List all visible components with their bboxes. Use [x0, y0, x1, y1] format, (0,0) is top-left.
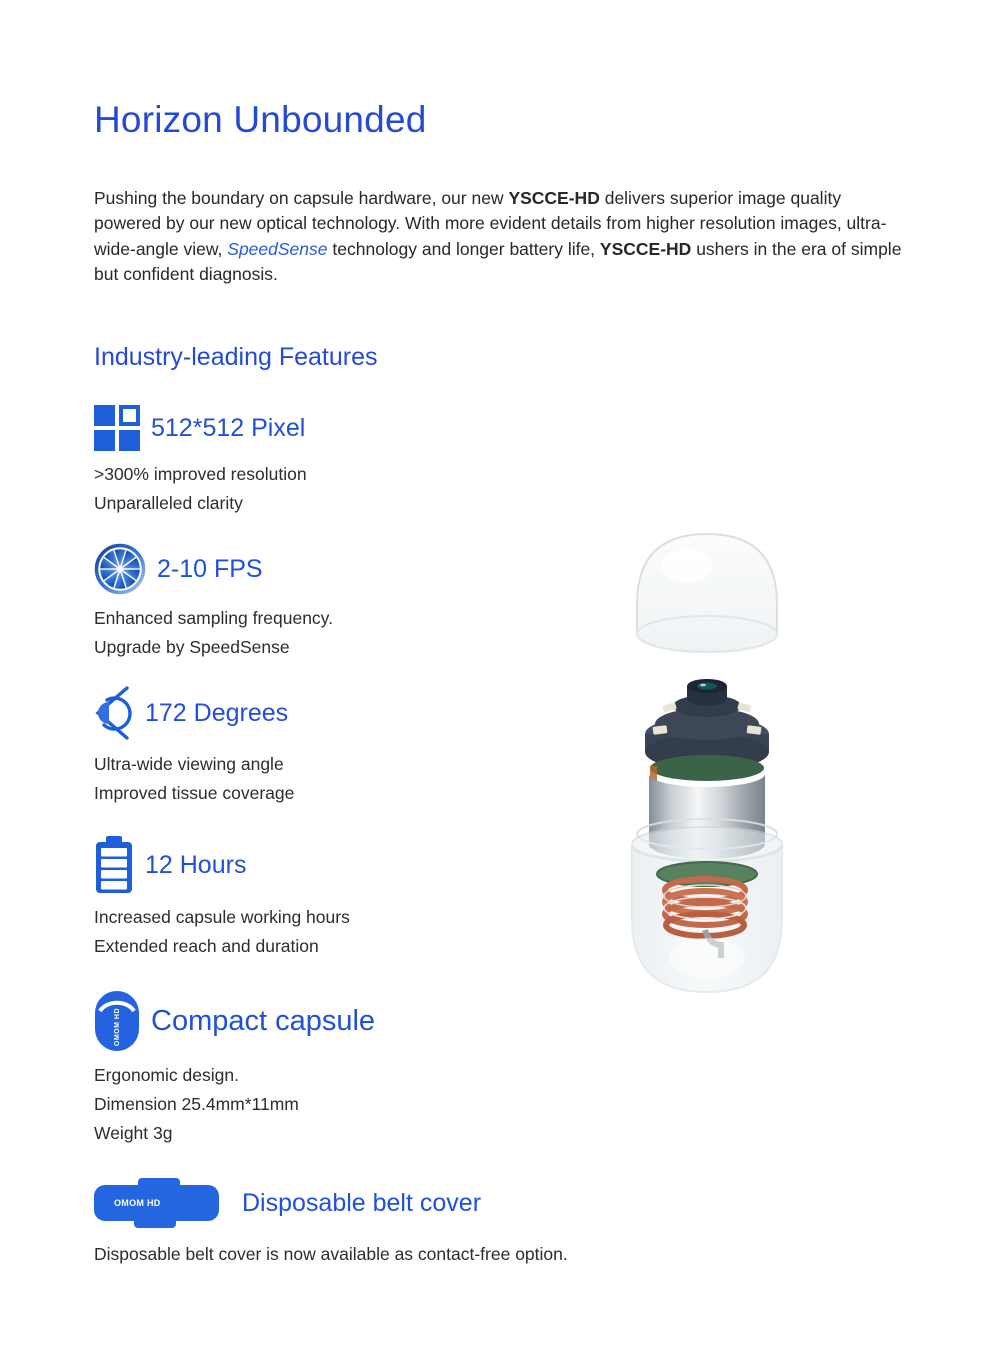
feature-line: Weight 3g [94, 1123, 173, 1144]
product-name: YSCCE-HD [599, 238, 692, 259]
product-name: YSCCE-HD [508, 188, 600, 208]
feature-line: Ultra-wide viewing angle [94, 754, 284, 775]
feature-compact-capsule [94, 990, 924, 1148]
intro-paragraph [94, 186, 912, 287]
feature-line: Ergonomic design. [94, 1065, 239, 1086]
feature-line: Improved tissue coverage [94, 783, 295, 804]
feature-viewing-angle [94, 685, 924, 808]
intro-text-4: ushers in the era of simple but confident diagnosis. [94, 238, 902, 284]
feature-title: 12 Hours [145, 850, 247, 879]
feature-battery-hours [94, 836, 924, 961]
feature-title: 512*512 Pixel [151, 413, 306, 442]
feature-line: Upgrade by SpeedSense [94, 637, 290, 658]
intro-text-3: technology and longer battery life, [327, 238, 600, 259]
capsule-icon-label: OMOM HD [114, 1008, 121, 1047]
feature-line: Increased capsule working hours [94, 907, 350, 928]
feature-fps [94, 543, 924, 662]
feature-line: Extended reach and duration [94, 936, 319, 957]
lower-shell [632, 819, 782, 992]
fps-wheel-icon [94, 543, 146, 595]
feature-title: Compact capsule [151, 1004, 376, 1037]
feature-line: Dimension 25.4mm*11mm [94, 1094, 299, 1115]
belt-icon-label: OMOM HD [114, 1198, 161, 1209]
speedsense-link[interactable]: SpeedSense [227, 238, 328, 259]
intro-text-2: delivers superior image quality powered by our new optical technology. With more evident details from higher resolution images, ultra-wide-angle view, [94, 188, 887, 259]
battery-icon [94, 836, 134, 894]
feature-belt-cover [94, 1178, 924, 1269]
capsule-endoscope-illustration [627, 528, 787, 998]
intro-text-1: Pushing the boundary on capsule hardware, our new [94, 188, 509, 208]
viewing-angle-eye-icon [94, 685, 134, 741]
feature-title: 2-10 FPS [157, 554, 263, 583]
feature-pixel-resolution [94, 405, 924, 518]
page-title: Horizon Unbounded [94, 99, 427, 140]
feature-line: >300% improved resolution [94, 464, 307, 485]
feature-line: Enhanced sampling frequency. [94, 608, 333, 629]
dome-cap [637, 534, 777, 652]
feature-title: Disposable belt cover [242, 1188, 482, 1217]
feature-line: Unparalleled clarity [94, 493, 243, 514]
capsule-icon [94, 990, 140, 1052]
feature-line: Disposable belt cover is now available as contact-free option. [94, 1244, 568, 1265]
feature-title: 172 Degrees [145, 698, 289, 727]
belt-cover-icon [94, 1178, 224, 1228]
main-content [94, 0, 924, 1269]
section-heading-features: Industry-leading Features [94, 343, 378, 372]
pixel-grid-icon [94, 405, 140, 451]
